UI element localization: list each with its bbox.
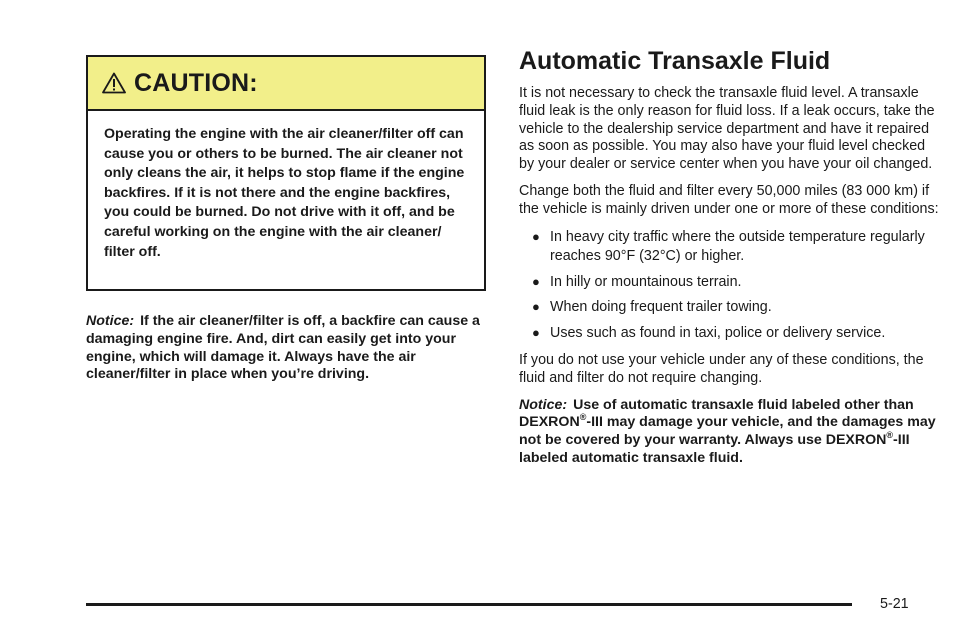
caution-body-text: Operating the engine with the air cleaner/filter off can cause you or others to be burned. The air cleaner not only cleans the air, it helps to stop flame if the engine backfires. If it is not there and the engine backfires, you could be burned. Do not drive with it off, and be careful working on the engine with the air cleaner/ filter off.: [104, 126, 465, 260]
transaxle-fluid-section: [519, 46, 939, 468]
list-item: ● Uses such as found in taxi, police or delivery service.: [532, 324, 886, 341]
bullet-icon: ●: [532, 228, 540, 244]
registered-mark: ®: [579, 412, 587, 423]
notice-text: If the air cleaner/filter is off, a backfire can cause a damaging engine fire. And, dirt can easily get into your engine, which will damage it. Always have the air cleaner/filter in place when you’re driving.: [86, 313, 480, 383]
caution-box: [86, 55, 486, 291]
caution-header: [88, 57, 484, 111]
paragraph: It is not necessary to check the transaxle fluid level. A transaxle fluid leak is the only reason for fluid loss. If a leak occurs, take the vehicle to the dealership service department and have it repaired as soon as possible. You may also have your fluid level checked by your dealer or service center when you have your oil changed.: [519, 85, 935, 173]
dexron-notice: Notice: Use of automatic transaxle fluid labeled other than DEXRON®-III may damage your vehicle, and the damages may not be covered by your warranty. Always use DEXRON®-III labeled automatic transaxle fluid.: [519, 396, 936, 467]
caution-text: [88, 111, 484, 262]
air-cleaner-notice: [86, 313, 486, 384]
paragraph: If you do not use your vehicle under any of these conditions, the fluid and filter do not require changing.: [519, 352, 924, 386]
conditions-list: [519, 228, 939, 344]
notice-label: Notice:: [519, 396, 568, 413]
warning-triangle-icon: [102, 72, 126, 94]
registered-mark: ®: [886, 430, 894, 441]
list-item: ● In hilly or mountainous terrain.: [532, 273, 742, 290]
list-item: ● When doing frequent trailer towing.: [532, 299, 772, 316]
bullet-icon: ●: [532, 273, 540, 289]
list-item: ● In heavy city traffic where the outside temperature regularly reaches 90°F (32°C) or higher.: [532, 228, 925, 265]
notice-label: Notice:: [86, 313, 135, 329]
bullet-icon: ●: [532, 324, 540, 340]
footer-rule: [86, 603, 852, 606]
paragraph: Change both the fluid and filter every 50,000 miles (83 000 km) if the vehicle is mainly driven under one or more of these conditions:: [519, 182, 939, 217]
bullet-icon: ●: [532, 299, 540, 315]
page-number: 5-21: [880, 596, 909, 612]
caution-title: CAUTION:: [134, 68, 258, 97]
section-title: Automatic Transaxle Fluid: [519, 47, 831, 75]
